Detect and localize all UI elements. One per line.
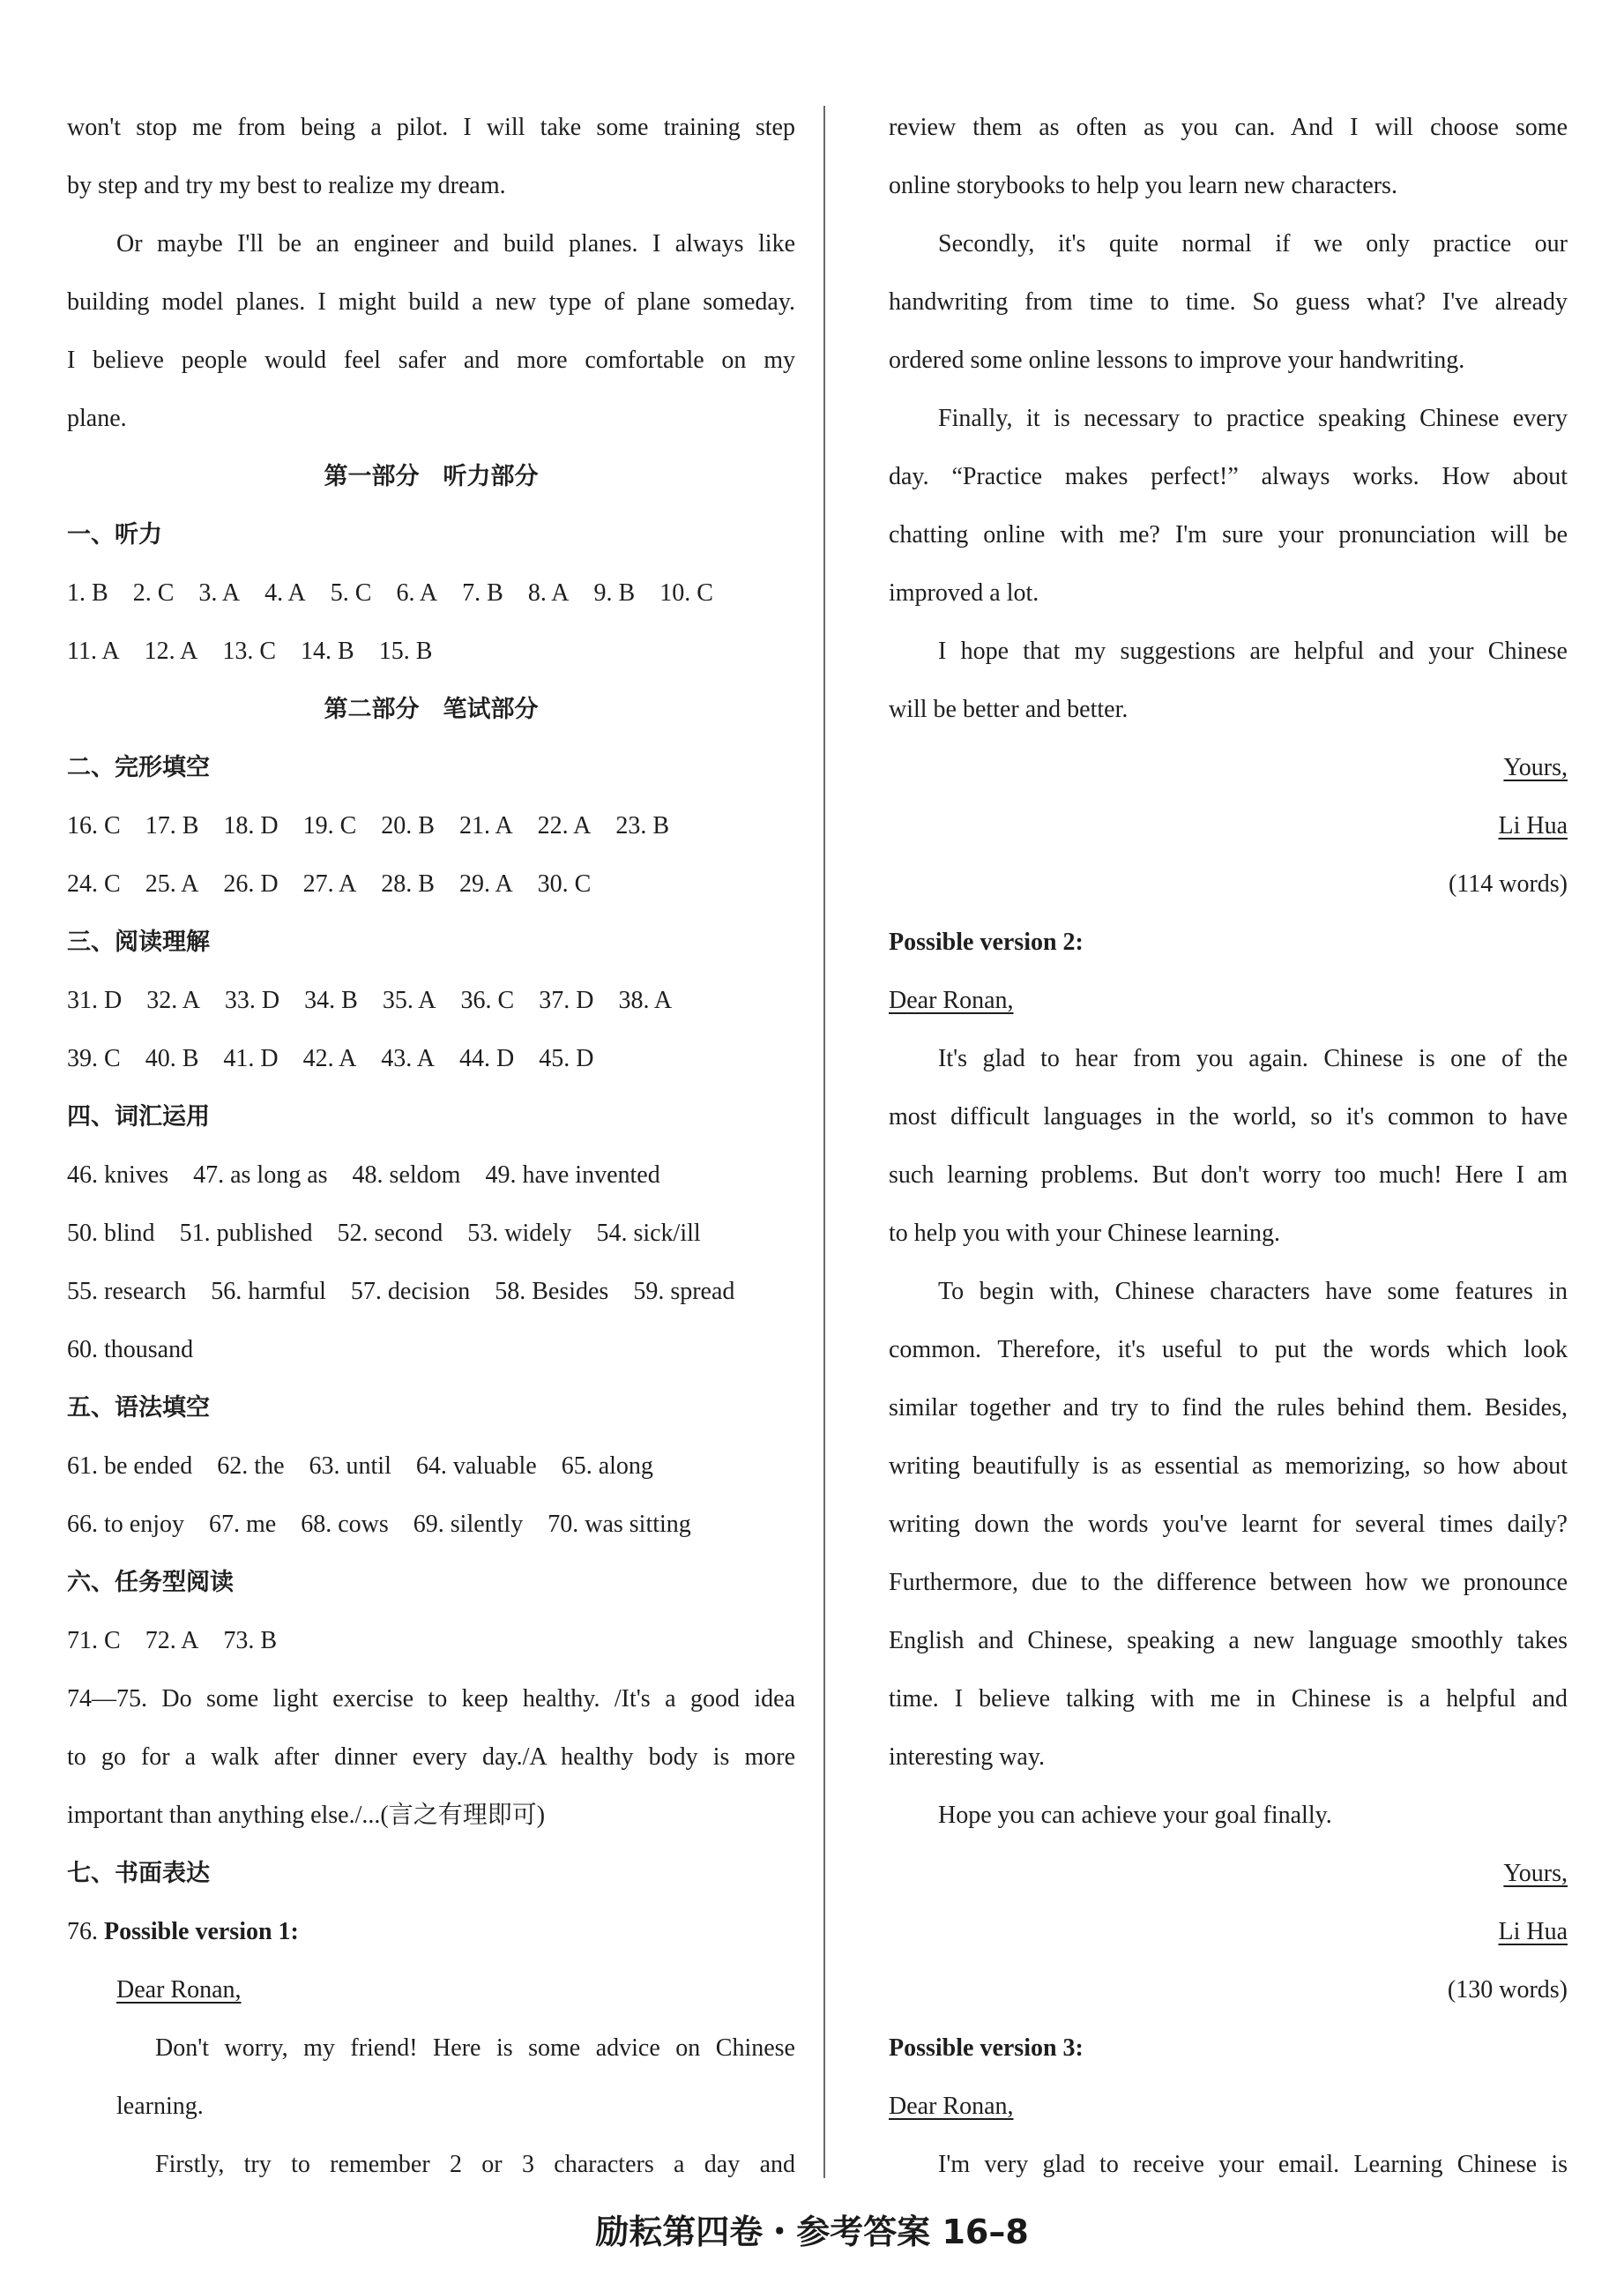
version-title: Possible version 2:	[889, 929, 1084, 956]
version-title: Possible version 1:	[104, 1918, 299, 1945]
section-heading: 四、词汇运用	[67, 1103, 210, 1131]
answer-item: 53. widely	[467, 1220, 572, 1247]
answer-item: 52. second	[337, 1220, 443, 1247]
text-line: Firstly, try to remember 2 or 3 characters a day and	[155, 2151, 795, 2178]
answer-item: 13. C	[222, 638, 277, 665]
answer-item: 26. D	[223, 870, 279, 898]
answer-item: 71. C	[67, 1627, 121, 1654]
answer-row	[67, 1496, 795, 1554]
text-line: chatting online with me? I'm sure your pronunciation will be	[889, 521, 1568, 548]
text-line: will be better and better.	[889, 696, 1129, 723]
word-count: (130 words)	[1447, 1976, 1568, 2004]
answer-item: 4. A	[264, 579, 306, 607]
answer-item: 18. D	[223, 812, 279, 840]
answer-item: 25. A	[145, 870, 199, 898]
answer-row	[67, 797, 795, 855]
closing: Yours,	[1503, 754, 1568, 781]
answer-item: 63. until	[309, 1452, 391, 1480]
answer-item: 73. B	[223, 1627, 278, 1654]
text-line: to go for a walk after dinner every day./A healthy body is more	[67, 1743, 795, 1771]
text-line: Furthermore, due to the difference between how we pronounce	[889, 1569, 1568, 1596]
answer-item: 21. A	[458, 812, 513, 840]
answer-item: 50. blind	[67, 1220, 155, 1247]
text-line: interesting way.	[889, 1743, 1046, 1771]
answer-item: 3. A	[198, 579, 241, 607]
page-footer: 励耘第四卷・参考答案 16–8	[595, 2213, 1029, 2251]
answer-item: 56. harmful	[211, 1278, 326, 1305]
part-title: 第一部分 听力部分	[324, 463, 539, 490]
answer-item: 55. research	[67, 1278, 187, 1305]
text-line: Hope you can achieve your goal finally.	[938, 1802, 1332, 1829]
text-line: important than anything else./...(言之有理即可)	[67, 1802, 546, 1829]
text-line: common. Therefore, it's useful to put the words which look	[889, 1336, 1568, 1363]
answer-item: 10. C	[659, 579, 713, 607]
answer-item: 35. A	[382, 987, 436, 1014]
answer-item: 60. thousand	[67, 1336, 194, 1363]
right-column	[889, 99, 1568, 2194]
answer-item: 17. B	[145, 812, 199, 840]
answer-item: 12. A	[144, 638, 198, 665]
answer-item: 23. B	[615, 812, 670, 840]
text-line: English and Chinese, speaking a new language smoothly takes	[889, 1627, 1568, 1654]
answer-row	[67, 1205, 795, 1263]
answer-item: 61. be ended	[67, 1452, 193, 1480]
answer-item: 67. me	[209, 1511, 277, 1538]
question-number: 76.	[67, 1918, 98, 1945]
answer-item: 33. D	[224, 987, 280, 1014]
text-line: by step and try my best to realize my dream.	[67, 172, 506, 199]
answer-item: 70. was sitting	[548, 1511, 691, 1538]
answer-item: 48. seldom	[352, 1161, 461, 1189]
section-heading: 六、任务型阅读	[67, 1569, 234, 1596]
answer-item: 57. decision	[350, 1278, 471, 1305]
answer-item: 5. C	[330, 579, 372, 607]
signature: Li Hua	[1498, 1918, 1568, 1945]
answer-row	[67, 972, 795, 1030]
answer-item: 19. C	[302, 812, 357, 840]
answer-item: 28. B	[381, 870, 435, 898]
answer-item: 42. A	[302, 1045, 357, 1072]
signature: Li Hua	[1498, 812, 1568, 840]
left-column	[67, 99, 795, 2194]
answer-item: 65. along	[561, 1452, 653, 1480]
answer-item: 58. Besides	[495, 1278, 609, 1305]
text-line: building model planes. I might build a new type of plane someday.	[67, 288, 795, 316]
answer-item: 69. silently	[413, 1511, 524, 1538]
text-line: time. I believe talking with me in Chinese is a helpful and	[889, 1685, 1568, 1713]
answer-item: 41. D	[223, 1045, 279, 1072]
answer-item: 16. C	[67, 812, 121, 840]
text-line: plane.	[67, 405, 127, 432]
answer-item: 45. D	[539, 1045, 594, 1072]
text-line: review them as often as you can. And I will choose some	[889, 114, 1568, 141]
section-heading: 一、听力	[67, 521, 162, 548]
text-line: It's glad to hear from you again. Chinese is one of the	[938, 1045, 1568, 1072]
answer-item: 54. sick/ill	[596, 1220, 701, 1247]
answer-item: 51. published	[179, 1220, 313, 1247]
answer-item: 39. C	[67, 1045, 121, 1072]
answer-item: 7. B	[462, 579, 503, 607]
answer-row	[67, 564, 795, 623]
answer-item: 14. B	[301, 638, 354, 665]
text-line: such learning problems. But don't worry too much! Here I am	[889, 1161, 1568, 1189]
answer-item: 37. D	[539, 987, 594, 1014]
salutation: Dear Ronan,	[889, 987, 1014, 1014]
answer-row	[67, 1030, 795, 1088]
answer-item: 68. cows	[301, 1511, 389, 1538]
text-line: handwriting from time to time. So guess what? I've already	[889, 288, 1568, 316]
text-line: to help you with your Chinese learning.	[889, 1220, 1281, 1247]
text-line: Secondly, it's quite normal if we only practice our	[938, 230, 1568, 257]
text-line: 74—75. Do some light exercise to keep healthy. /It's a good idea	[67, 1685, 795, 1713]
answer-item: 44. D	[458, 1045, 515, 1072]
answer-item: 34. B	[304, 987, 358, 1014]
answer-item: 32. A	[146, 987, 200, 1014]
answer-item: 43. A	[381, 1045, 435, 1072]
text-line: Or maybe I'll be an engineer and build planes. I always like	[116, 230, 795, 257]
salutation: Dear Ronan,	[889, 2093, 1014, 2120]
text-line: To begin with, Chinese characters have some features in	[938, 1278, 1568, 1305]
answer-item: 36. C	[460, 987, 515, 1014]
answer-item: 49. have invented	[485, 1161, 660, 1189]
section-heading: 七、书面表达	[67, 1860, 210, 1887]
section-heading: 二、完形填空	[67, 754, 210, 781]
answer-row	[67, 855, 795, 914]
text-line: I believe people would feel safer and more comfortable on my	[67, 347, 795, 374]
answer-item: 8. A	[527, 579, 570, 607]
answer-row	[67, 1437, 795, 1496]
answer-item: 72. A	[145, 1627, 199, 1654]
answer-item: 1. B	[67, 579, 108, 607]
text-line: writing beautifully is as essential as memorizing, so how about	[889, 1452, 1568, 1480]
text-line: similar together and try to find the rules behind them. Besides,	[889, 1394, 1568, 1422]
answer-item: 9. B	[593, 579, 636, 607]
answer-row	[67, 1146, 795, 1205]
answer-item: 46. knives	[67, 1161, 169, 1189]
text-line: ordered some online lessons to improve your handwriting.	[889, 347, 1465, 374]
salutation: Dear Ronan,	[116, 1976, 242, 2004]
closing: Yours,	[1503, 1860, 1568, 1887]
answer-item: 15. B	[378, 638, 433, 665]
answer-row	[67, 1263, 795, 1321]
answer-item: 31. D	[67, 987, 123, 1014]
text-line: day. “Practice makes perfect!” always works. How about	[889, 463, 1568, 490]
section-heading: 五、语法填空	[67, 1394, 210, 1422]
part-title: 第二部分 笔试部分	[324, 696, 539, 723]
text-line: improved a lot.	[889, 579, 1039, 607]
answer-item: 59. spread	[633, 1278, 735, 1305]
text-line: writing down the words you've learnt for several times daily?	[889, 1511, 1568, 1538]
answer-item: 2. C	[132, 579, 175, 607]
text-line: I hope that my suggestions are helpful and your Chinese	[938, 638, 1568, 665]
text-line: Finally, it is necessary to practice speaking Chinese every	[938, 405, 1568, 432]
answer-item: 30. C	[537, 870, 592, 898]
answer-item: 20. B	[381, 812, 435, 840]
answer-item: 47. as long as	[193, 1161, 328, 1189]
answer-item: 11. A	[67, 638, 120, 665]
answer-item: 38. A	[618, 987, 673, 1014]
section-heading: 三、阅读理解	[67, 929, 210, 956]
text-line: Don't worry, my friend! Here is some advice on Chinese	[155, 2034, 795, 2062]
answer-item: 24. C	[67, 870, 121, 898]
answer-row	[67, 1321, 795, 1379]
word-count: (114 words)	[1448, 870, 1568, 898]
answer-item: 62. the	[217, 1452, 285, 1480]
answer-item: 27. A	[302, 870, 357, 898]
text-line: I'm very glad to receive your email. Learning Chinese is	[938, 2151, 1568, 2178]
answer-row	[67, 1612, 795, 1670]
answer-row	[67, 623, 795, 681]
text-line: learning.	[116, 2093, 204, 2120]
column-divider	[823, 106, 825, 2178]
answer-item: 64. valuable	[415, 1452, 537, 1480]
text-line: most difficult languages in the world, so it's common to have	[889, 1103, 1568, 1131]
text-line: online storybooks to help you learn new characters.	[889, 172, 1397, 199]
answer-item: 22. A	[537, 812, 592, 840]
version-title: Possible version 3:	[889, 2034, 1084, 2062]
answer-item: 6. A	[396, 579, 438, 607]
version-heading	[67, 1903, 795, 1961]
answer-item: 29. A	[458, 870, 513, 898]
answer-item: 40. B	[145, 1045, 199, 1072]
answer-item: 66. to enjoy	[67, 1511, 184, 1538]
text-line: won't stop me from being a pilot. I will take some training step	[67, 114, 795, 141]
